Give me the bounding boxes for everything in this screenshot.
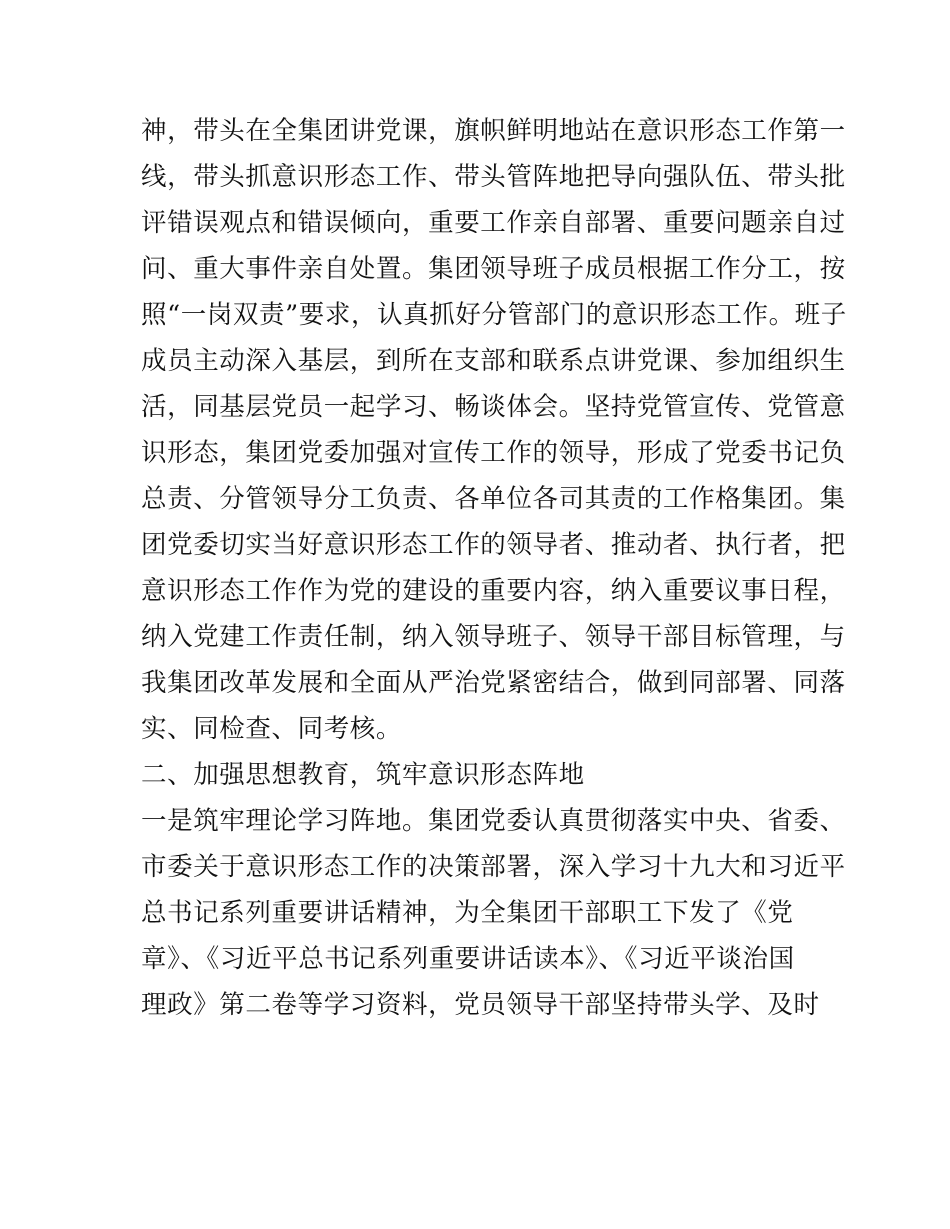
- text-line: 神，带头在全集团讲党课，旗帜鲜明地站在意识形态工作第一: [141, 116, 846, 146]
- text-line: 章》、《习近平总书记系列重要讲话读本》、《习近平谈治国: [141, 944, 795, 974]
- text-line: 活，同基层党员一起学习、畅谈体会。坚持党管宣传、党管意: [141, 392, 846, 422]
- text-line: 一是筑牢理论学习阵地。集团党委认真贯彻落实中央、省委、: [141, 806, 846, 836]
- text-line: 意识形态工作作为党的建设的重要内容，纳入重要议事日程，: [141, 576, 846, 606]
- text-line: 理政》第二卷等学习资料，党员领导干部坚持带头学、及时: [141, 990, 820, 1020]
- text-line: 实、同检查、同考核。: [141, 714, 403, 744]
- text-line: 成员主动深入基层，到所在支部和联系点讲党课、参加组织生: [141, 346, 846, 376]
- text-line: 我集团改革发展和全面从严治党紧密结合，做到同部署、同落: [141, 668, 846, 698]
- text-line: 线，带头抓意识形态工作、带头管阵地把导向强队伍、带头批: [141, 162, 846, 192]
- text-line: 问、重大事件亲自处置。集团领导班子成员根据工作分工，按: [141, 254, 846, 284]
- document-body: [141, 108, 847, 1028]
- text-line: 识形态，集团党委加强对宣传工作的领导，形成了党委书记负: [141, 438, 846, 468]
- text-line: 评错误观点和错误倾向，重要工作亲自部署、重要问题亲自过: [141, 208, 846, 238]
- text-line: 团党委切实当好意识形态工作的领导者、推动者、执行者，把: [141, 530, 846, 560]
- text-line: 照“一岗双责”要求，认真抓好分管部门的意识形态工作。班子: [141, 300, 847, 330]
- text-line: 总责、分管领导分工负责、各单位各司其责的工作格集团。集: [141, 484, 846, 514]
- text-line: 市委关于意识形态工作的决策部署，深入学习十九大和习近平: [141, 852, 846, 882]
- text-line: 总书记系列重要讲话精神，为全集团干部职工下发了《党: [141, 898, 794, 928]
- text-line: 纳入党建工作责任制，纳入领导班子、领导干部目标管理，与: [141, 622, 846, 652]
- section-heading: 二、加强思想教育，筑牢意识形态阵地: [141, 760, 585, 790]
